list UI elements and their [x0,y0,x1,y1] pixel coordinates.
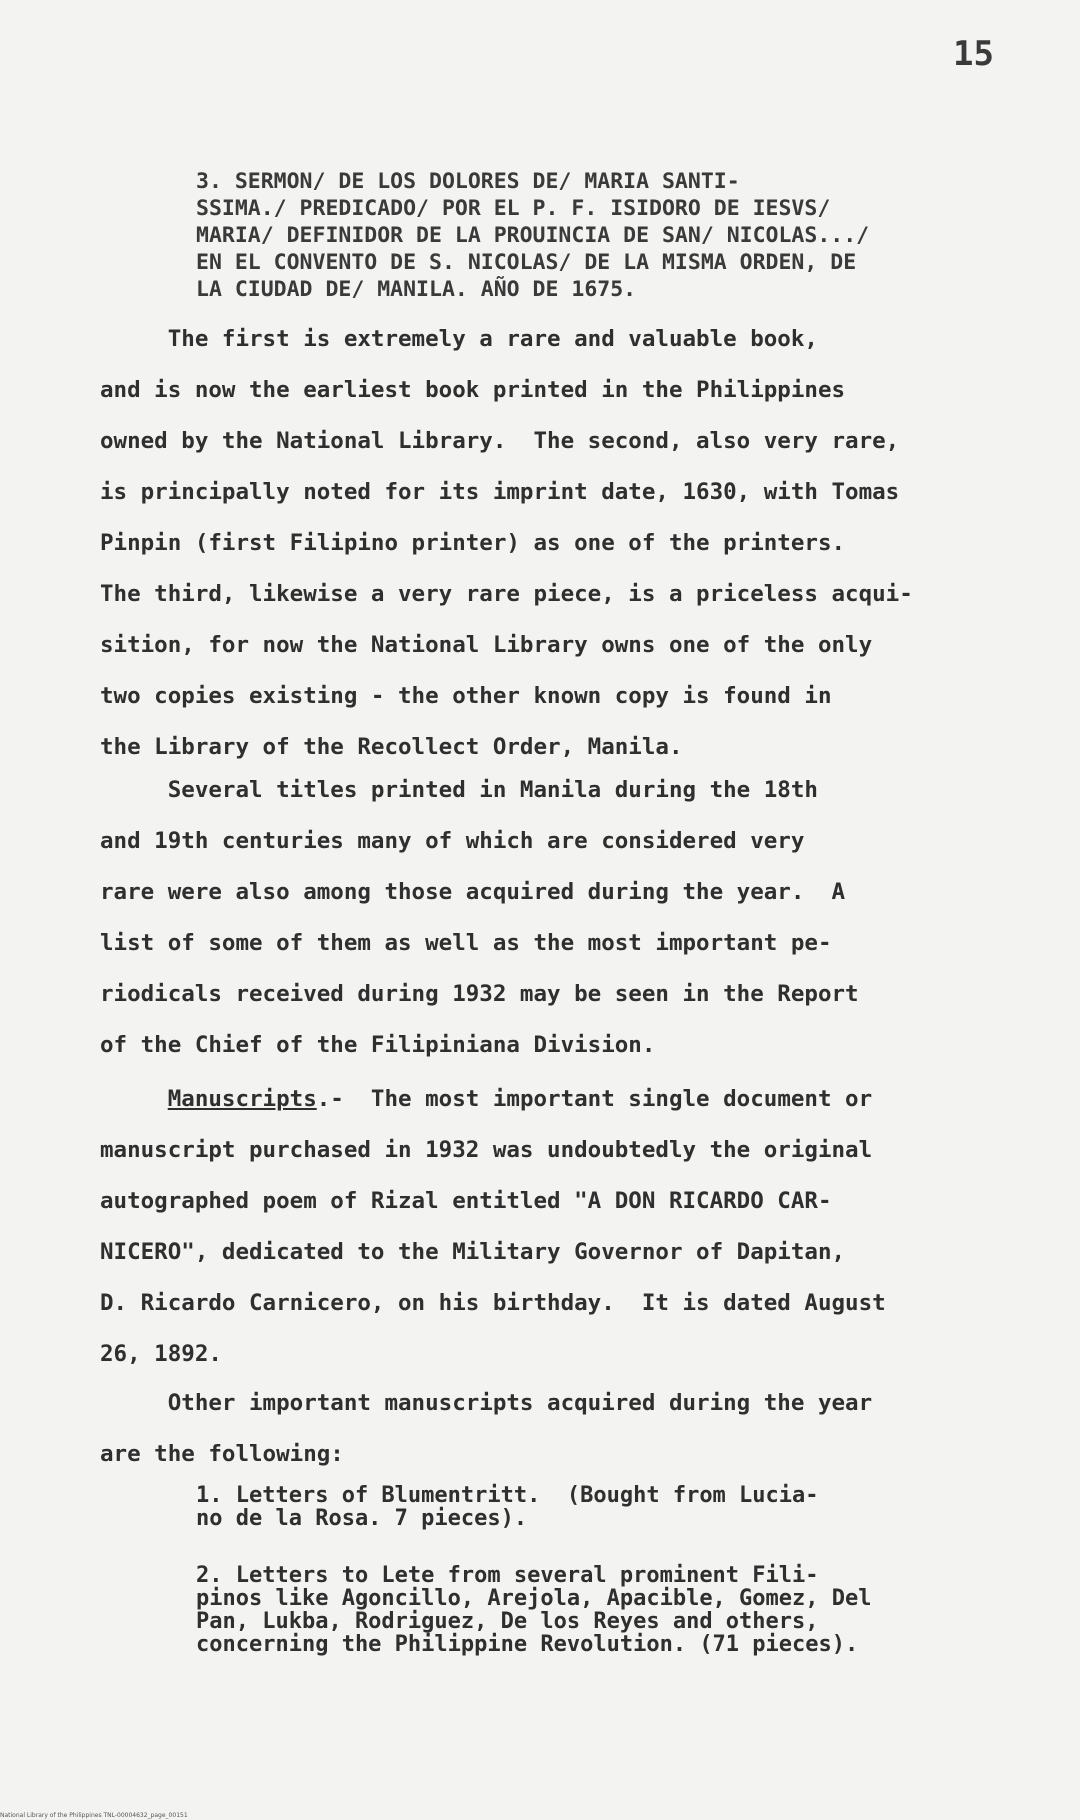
paragraph-other-manuscripts [100,1378,1020,1480]
citation-line: 3. SERMON/ DE LOS DOLORES DE/ MARIA SANTI- [196,169,740,194]
text-line: are the following: [100,1441,344,1467]
list-item-lete-letters [196,1564,986,1656]
list-line: 2. Letters to Lete from several prominent Fili- [196,1563,819,1588]
text-line: and is now the earliest book printed in the Philippines [100,377,846,403]
list-line: no de la Rosa. 7 pieces). [196,1506,528,1531]
paragraph-manuscripts [100,1074,1020,1380]
list-line: concerning the Philippine Revolution. (71 pieces). [196,1632,859,1657]
paragraph-manila-titles [100,765,1020,1071]
list-line: pinos like Agoncillo, Arejola, Apacible, Gomez, Del [196,1586,872,1611]
text-line: Several titles printed in Manila during the 18th [100,777,818,803]
text-line: manuscript purchased in 1932 was undoubtedly the original [100,1137,873,1163]
text-line: of the Chief of the Filipiniana Division. [100,1032,656,1058]
paragraph-rare-books [100,314,1020,773]
manuscripts-heading: Manuscripts [167,1086,317,1112]
text-line: NICERO", dedicated to the Military Governor of Dapitan, [100,1239,846,1265]
page-number: 15 [953,34,994,74]
text-line: owned by the National Library. The second, also very rare, [100,428,900,454]
text-line: two copies existing - the other known copy is found in [100,683,832,709]
text-line: 26, 1892. [100,1341,222,1367]
text-line: rare were also among those acquired during the year. A [100,879,846,905]
list-line: 1. Letters of Blumentritt. (Bought from Lucia- [196,1483,819,1508]
citation-line: SSIMA./ PREDICADO/ POR EL P. F. ISIDORO DE IESVS/ [196,196,831,221]
text-line: Pinpin (first Filipino printer) as one of the printers. [100,530,846,556]
text-line: list of some of them as well as the most important pe- [100,930,832,956]
text-line [100,1074,1020,1125]
text-line: autographed poem of Rizal entitled "A DON RICARDO CAR- [100,1188,832,1214]
scan-footer: National Library of the Philippines TNL-00004632_page_00151 [0,1812,188,1819]
manuscripts-first-line: .- The most important single document or [316,1086,873,1112]
citation-line: MARIA/ DEFINIDOR DE LA PROUINCIA DE SAN/ NICOLAS.../ [196,223,870,248]
list-item-blumentritt [196,1484,986,1530]
text-line: The third, likewise a very rare piece, is a priceless acqui- [100,581,913,607]
text-line: sition, for now the National Library owns one of the only [100,632,873,658]
text-line: is principally noted for its imprint date, 1630, with Tomas [100,479,900,505]
citation-line: EN EL CONVENTO DE S. NICOLAS/ DE LA MISMA ORDEN, DE [196,250,857,275]
text-line: Other important manuscripts acquired during the year [100,1390,873,1416]
text-line: the Library of the Recollect Order, Manila. [100,734,683,760]
citation-line: LA CIUDAD DE/ MANILA. AÑO DE 1675. [196,277,637,302]
text-line: D. Ricardo Carnicero, on his birthday. It is dated August [100,1290,886,1316]
list-line: Pan, Lukba, Rodriguez, De los Reyes and others, [196,1609,819,1634]
text-line: riodicals received during 1932 may be seen in the Report [100,981,859,1007]
citation-block [196,168,986,303]
text-line: The first is extremely a rare and valuable book, [100,326,818,352]
text-line: and 19th centuries many of which are considered very [100,828,805,854]
